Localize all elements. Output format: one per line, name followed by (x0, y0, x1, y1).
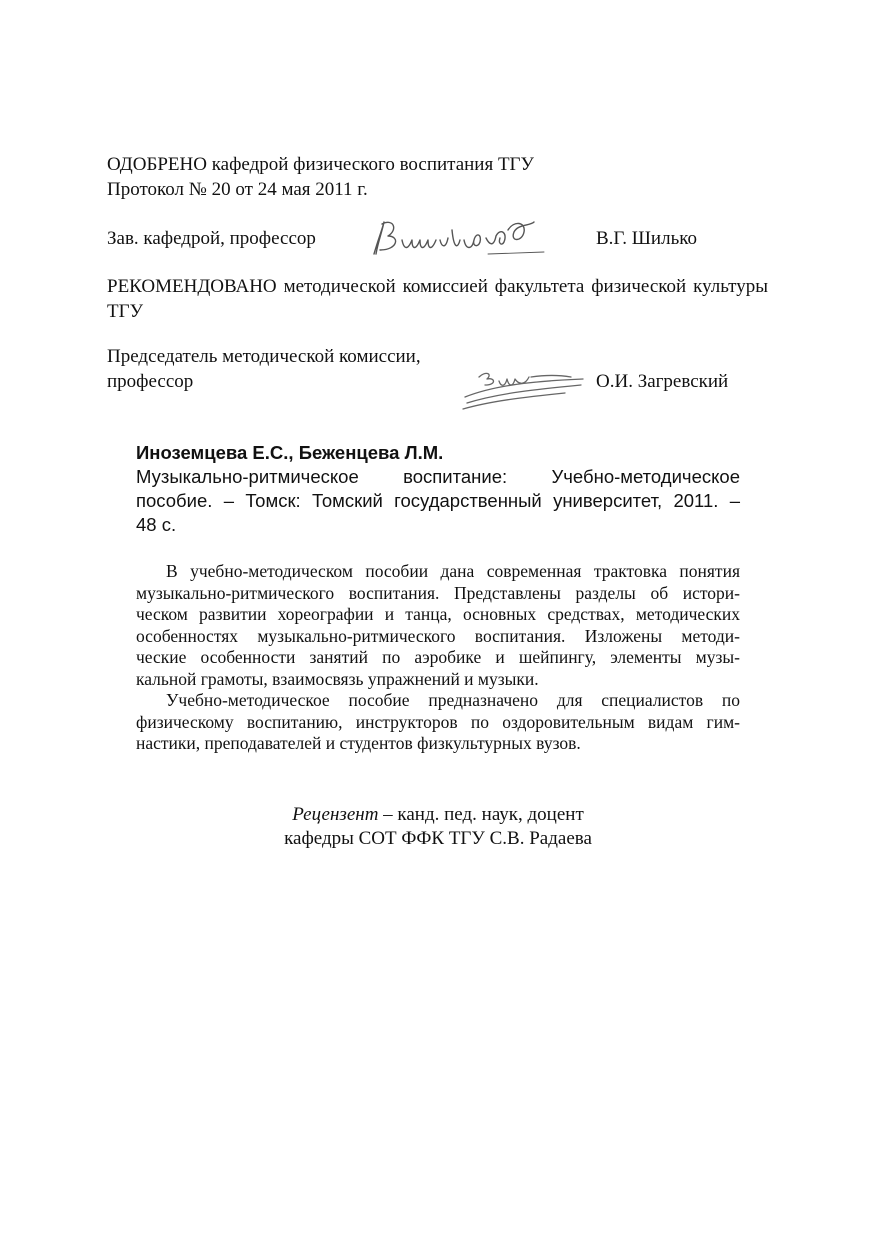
bibliography-line: Музыкально-ритмическое воспитание: Учебно-методическое (136, 466, 740, 487)
protocol-line: Протокол № 20 от 24 мая 2011 г. (107, 179, 368, 200)
chair-title-line2: профессор (107, 371, 194, 392)
abstract (136, 561, 740, 755)
abstract-line: кальной грамоты, взаимосвязь упражнений и музыки. (136, 668, 539, 689)
reviewer-line-1 (136, 803, 740, 827)
head-signature-image (368, 210, 548, 260)
chair-signature-image (455, 355, 595, 415)
abstract-paragraph-1 (136, 561, 740, 690)
bibliography-description (136, 465, 740, 537)
abstract-line: особенностях музыкально-ритмического воспитания. Изложены методи- (136, 625, 740, 646)
abstract-line: ческом развитии хореографии и танца, основных средствах, методических (136, 604, 740, 624)
chair-title-line1: Председатель методической комиссии, (107, 346, 421, 367)
head-title: Зав. кафедрой, профессор (107, 228, 316, 249)
abstract-paragraph-2 (136, 690, 740, 755)
bibliography-line: 48 с. (136, 514, 177, 535)
bibliography-line: пособие. – Томск: Томский государственный университет, 2011. – (136, 490, 740, 511)
reviewer-block (136, 803, 740, 851)
approval-line: ОДОБРЕНО кафедрой физического воспитания ТГУ (107, 154, 534, 175)
reviewer-line-2: кафедры СОТ ФФК ТГУ С.В. Радаева (284, 828, 592, 849)
reviewer-degree: – канд. пед. наук, доцент (378, 804, 584, 825)
bibliography-authors: Иноземцева Е.С., Беженцева Л.М. (136, 442, 444, 463)
abstract-line: музыкально-ритмического воспитания. Представлены разделы об истори- (136, 582, 740, 603)
abstract-line: Учебно-методическое пособие предназначено для специалистов по (166, 690, 740, 710)
chair-name: О.И. Загревский (596, 371, 729, 392)
reviewer-role: Рецензент (292, 804, 379, 825)
abstract-line: настики, преподавателей и студентов физкультурных вузов. (136, 733, 581, 753)
abstract-line: В учебно-методическом пособии дана современная трактовка понятия (166, 561, 740, 581)
head-name: В.Г. Шилько (596, 228, 698, 249)
recommendation-text: РЕКОМЕНДОВАНО методической комиссией факультета физической культуры ТГУ (107, 276, 768, 322)
abstract-line: ческие особенности занятий по аэробике и шейпингу, элементы музы- (136, 647, 740, 667)
abstract-line: физическому воспитанию, инструкторов по оздоровительным видам гим- (136, 711, 740, 732)
